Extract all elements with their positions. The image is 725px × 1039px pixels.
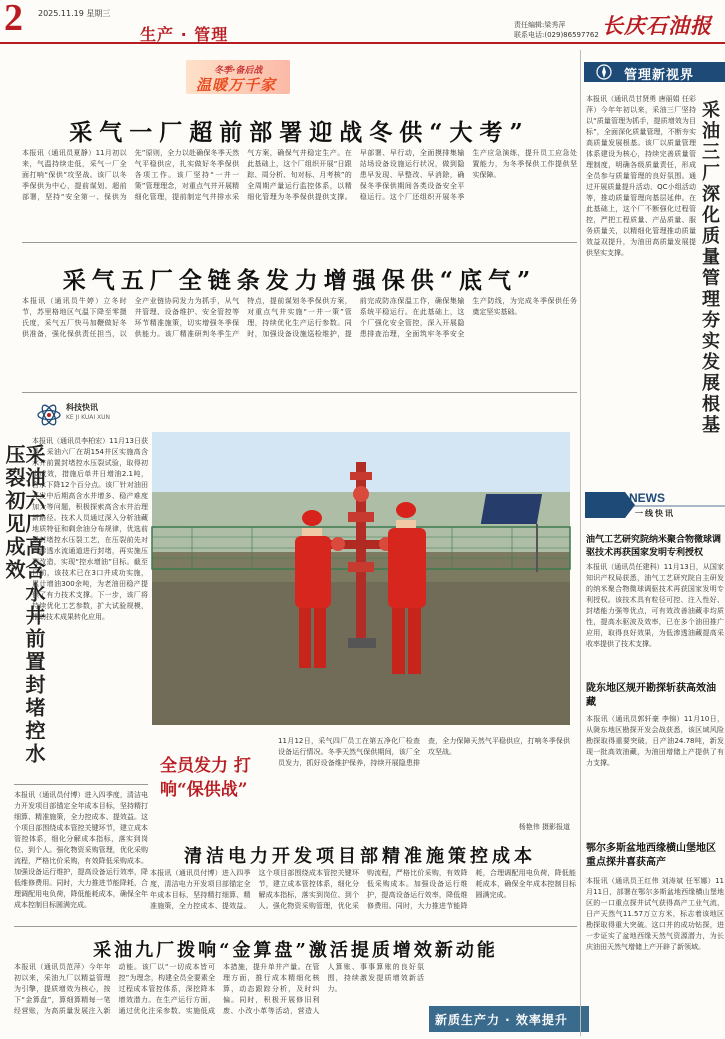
divider <box>22 392 577 393</box>
issue-date: 2025.11.19 星期三 <box>38 9 111 18</box>
article5-body: 本报讯（通讯员范萍）今年年初以来，采油九厂以精益管理为引擎，提质增效为核心，按下“金算盘”，算细算精每一笔经营账，为高质量发展注入新动能。该厂以“一切成本皆可控”为理念，构建全员全要素全过程成本管控体系，深挖降本增效潜力。在生产运行方面，通过优化注采参数、实施低成本措施，提升单井产量。在管理方面，推行成本精细化核算，动态跟踪分析，及时纠偏。同时，积极开展修旧利废、小改小革等活动，营造人人算账、事事算账的良好氛围，持续激发提质增效新活力。 <box>14 963 424 1015</box>
right-item2-headline: 陇东地区规开勘探斩获高效油藏 <box>586 683 716 708</box>
section-title: 生产 · 管理 <box>140 25 229 44</box>
right-feature-body: 本报讯（通讯员甘贤勇 唐丽娟 任彩萍）今年年初以来，采油三厂坚持以“质量管理为抓手，提质增效为目标”，全面深化质量管理，不断夯实高质量发展根基。该厂以质量管理体系建设为核心，持续完善质量管理制度，明确各级质量责任，形成全员参与质量管理的良好氛围。通过开展质量提升活动、QC小组活动等，推动质量管理向基层延伸。在此基础上，这个厂不断强化过程管控，严把工程质量、产品质量、服务质量关，以精细化管理推动质量效益双提升，为油田高质量发展提供坚实支撑。 <box>586 95 696 257</box>
kicker-label: 科技快讯 <box>66 403 98 412</box>
editor-name: 责任编辑:梁秀萍 <box>514 21 566 29</box>
kicker-sub: KE JI KUAI XUN <box>66 414 111 421</box>
article1-headline: 采气一厂超前部署迎战冬供“大考” <box>69 119 530 146</box>
right-item3-headline: 鄂尔多斯盆地西缘横山堡地区重点探井喜获高产 <box>586 843 716 868</box>
news-bar-label: 一线快讯 <box>635 509 675 518</box>
atom-icon <box>36 402 62 428</box>
news-photo <box>152 432 570 725</box>
photo-credit: 杨艳伟 摄影报道 <box>518 823 570 831</box>
article2-headline: 采气五厂全链条发力增强保供“底气” <box>62 267 537 294</box>
masthead <box>0 0 725 44</box>
tech-news-kicker <box>36 402 136 428</box>
page-number: 2 <box>4 0 23 39</box>
caption-title: 全员发力 打响“保供战” <box>160 756 251 800</box>
article3-headline: 采油六厂高含水井前置封堵控水压裂初见成效 <box>2 444 46 766</box>
article4-body-left: 本报讯（通讯员付博）进入四季度，清洁电力开发项目部锚定全年成本目标，坚持精打细算、精准施策，全力控成本、提效益。这个项目部围绕成本管控关键环节，建立成本管控体系，细化分解成本指标，落实到岗位、到个人。强化物资采购管理，优化采购流程，严格比价采购，有效降低采购成本。加强设备运行维护，提高设备运行效率，降低维修费用。同时，大力推进节能降耗，合理调配用电负荷，降低能耗成本，确保全年成本控制目标圆满完成。 <box>14 791 148 909</box>
editor-phone: 联系电话:(029)86597762 <box>514 31 599 39</box>
photo-scene <box>152 432 570 725</box>
right-item2-body: 本报讯（通讯员郭轩豪 李锦）11月10日，从陇东地区勘探开发会战获悉，该区域风险勘探取得重要突破，日产油24.78吨，新发现一批高效油藏，为油田增储上产提供了有力支撑。 <box>586 715 724 767</box>
right-section-header <box>584 62 725 82</box>
divider <box>14 926 577 927</box>
caption-body: 11月12日，采气四厂员工在第五净化厂检查设备运行情况。冬季天然气保供期间，该厂全员发力，抓好设备维护保养，持续开展隐患排查，全力保障天然气平稳供应，打响冬季保供攻坚战。 <box>278 737 570 767</box>
right-section-title: 管理新视界 <box>624 68 695 83</box>
banner-main: 温暖万千家 <box>196 76 277 94</box>
divider <box>22 242 577 243</box>
right-item3-body: 本报讯（通讯员王红伟 刘涛斌 任军娜）11月11日，部署在鄂尔多斯盆地西缘横山堡地区的一口重点探井试气获得高产工业气流，日产天然气11.57万立方米，标志着该地区勘探取得重大突破。这口井的成功钻探，进一步证实了盆地西缘天然气资源潜力，为长庆油田天然气增储上产开辟了新领域。 <box>586 877 724 951</box>
news-bar <box>585 488 725 522</box>
article4-body: 本报讯（通讯员付博）进入四季度，清洁电力开发项目部锚定全年成本目标，坚持精打细算、精准施策，全力控成本、提效益。这个项目部围绕成本管控关键环节，建立成本管控体系，细化分解成本指标，落实到岗位、到个人。强化物资采购管理，优化采购流程，严格比价采购，有效降低采购成本。加强设备运行维护，提高设备运行效率，降低维修费用。同时，大力推进节能降耗，合理调配用电负荷，降低能耗成本，确保全年成本控制目标圆满完成。 <box>150 869 576 910</box>
svg-text:NEWS: NEWS <box>629 491 665 505</box>
compass-icon <box>586 62 622 82</box>
article5-headline: 采油九厂拨响“金算盘”激活提质增效新动能 <box>93 940 498 961</box>
column-divider <box>580 50 581 1036</box>
right-item1-body: 本报讯（通讯员任建科）11月13日，从国家知识产权局获悉，油气工艺研究院自主研发的纳米聚合物微球调驱技术再获国家发明专利授权。该技术具有粒径可控、注入性好、封堵能力强等优点，可有效改善油藏非均质性，提高水驱波及效率，已在多个油田推广应用，取得良好效果，为低渗透油藏提高采收率提供了技术支撑。 <box>586 563 724 648</box>
article1-body: 本报讯（通讯员夏静）11月初以来，气温持续走低，采气一厂全面打响“保供”攻坚战。该厂以冬季保供为中心，提前谋划、超前部署，坚持“安全第一、保供为先”原则，全力以赴确保冬季天然气平稳供应，扎实做好冬季保供各项工作。该厂坚持“一井一策”管理理念，对重点气井开展精细化管理，提前制定气井排水采气方案，确保气井稳定生产。在此基础上，这个厂组织开展“日跟踪、周分析、旬对标、月考核”的全周期产量运行监控体系，以精细化管理为冬季保供提供支撑。早部署、早行动，全面摸排集输站场设备设施运行状况，做到隐患早发现、早整改、早消除，确保冬季保供期间各类设备安全平稳运行。这个厂还组织开展冬季生产应急演练，提升员工应急处置能力，为冬季保供工作提供坚实保障。 <box>22 149 577 201</box>
winter-supply-banner <box>186 60 290 94</box>
footer-band <box>429 1006 589 1032</box>
footer-band-text: 新质生产力 · 效率提升 <box>435 1013 568 1027</box>
article4-headline: 清洁电力开发项目部精准施策控成本 <box>184 846 536 867</box>
newspaper-logo: 长庆石油报 <box>602 13 712 38</box>
editor-info <box>514 20 599 40</box>
divider <box>14 784 148 785</box>
article3-body: 本报讯（通讯员李柏宏）11月13日获悉，采油六厂在胡154井区实施高含水井前置封堵控水压裂试验，取得初步成效，措施后单井日增油2.1吨，含水下降12个百分点。该厂针对油田开发中后期高含水井增多、稳产难度加大等问题，积极探索高含水井治理新路径。技术人员通过深入分析油藏地质特征和剩余油分布规律，优选前置封堵控水压裂工艺，在压裂前先对高渗透水流通道进行封堵，再实施压裂改造，实现“控水增油”目标。截至目前，该技术已在3口井成功实施，累计增油300余吨，为老油田稳产提供了有力技术支撑。下一步，该厂将持续优化工艺参数，扩大试验规模，推动技术成果转化应用。 <box>32 437 148 621</box>
banner-top: 冬季·备后战 <box>214 66 263 76</box>
caption-title-box <box>152 736 272 828</box>
right-item1-headline: 油气工艺研究院纳米聚合物微球调驱技术再获国家发明专利授权 <box>586 535 722 558</box>
article2-body: 本报讯（通讯员牛婷）立冬时节，苏里格地区气温下降至零摄氏度，采气五厂快马加鞭做好冬供准备，强化保供责任担当，以全产业链协同发力为抓手，从气井管理、设备维护、安全管控等环节精准施策，切实增强冬季保供能力。该厂精准研判冬季生产特点，提前谋划冬季保供方案，对重点气井实施“一井一策”管理，持续优化生产运行参数。同时，加强设备设施巡检维护，提前完成防冻保温工作，确保集输系统平稳运行。在此基础上，这个厂强化安全管控，深入开展隐患排查治理，全面筑牢冬季安全生产防线，为完成冬季保供任务奠定坚实基础。 <box>22 297 577 338</box>
right-feature-headline: 采油三厂深化质量管理夯实发展根基 <box>699 100 720 436</box>
